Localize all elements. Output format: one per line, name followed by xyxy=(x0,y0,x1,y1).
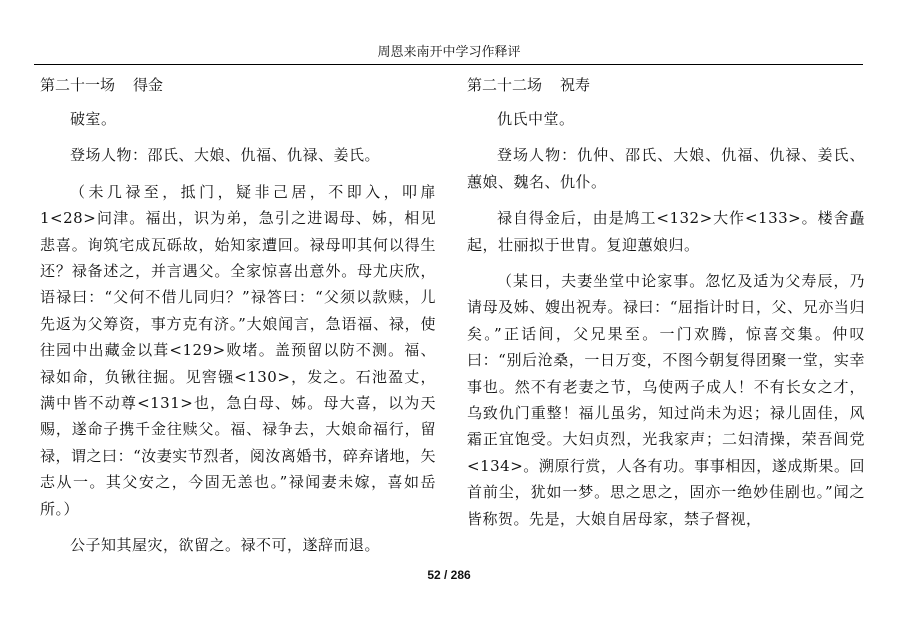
header-rule xyxy=(34,64,863,65)
right-column xyxy=(467,76,865,542)
paragraph: （某日，夫妻坐堂中论家事。忽忆及适为父寿辰，乃请母及姊、嫂出祝寿。禄曰：“屈指计时日，父、兄亦当归矣。”正话间，父兄果至。一门欢腾，惊喜交集。仲叹曰：“别后沧桑，一日万变，不图今朝复得团聚一堂，实幸事也。然不有老妻之节，乌使两子成人！不有长女之才，乌致仇门重整！福儿虽劣，知过尚未为迟；禄儿固佳，风霜正宜饱受。大妇贞烈，光我家声；二妇清操，荣吾闾党<134>。溯原行赏，人各有功。事事相因，遂成斯果。回首前尘，犹如一梦。思之思之，固亦一绝妙佳剧也。”闻之皆称贺。先是，大娘自居母家，禁子督视， xyxy=(467,272,865,528)
paragraph: 登场人物：仇仲、邵氏、大娘、仇福、仇禄、姜氏、蕙娘、魏名、仇仆。 xyxy=(467,146,865,191)
paragraph: 破室。 xyxy=(70,110,117,128)
scene-title-21 xyxy=(40,76,436,94)
scene-number: 第二十一场 xyxy=(40,76,116,94)
scene-name: 得金 xyxy=(133,76,164,94)
page-indicator: 52 / 286 xyxy=(427,568,471,582)
scene-number: 第二十二场 xyxy=(467,76,543,94)
paragraph: 禄自得金后，由是鸠工<132>大作<133>。楼舍矗起，壮丽拟于世胄。复迎蕙娘归。 xyxy=(467,209,865,254)
paragraph: 仇氏中堂。 xyxy=(497,110,575,128)
paragraph: 登场人物：邵氏、大娘、仇福、仇禄、姜氏。 xyxy=(70,146,381,165)
left-column xyxy=(40,76,436,569)
scene-title-22 xyxy=(467,76,865,94)
paragraph: （未几禄至，抵门，疑非己居，不即入，叩扉 1<28>问津。福出，识为弟，急引之进谒母、姊，相见悲喜。询筑宅成瓦砾故，始知家遭回。禄母叩其何以得生还？禄备述之，并言遇父。全家惊喜出意外。母尤庆欣，语禄曰：“父何不借儿同归？”禄答曰：“父须以款赎，儿先返为父筹资，事方克有济。”大娘闻言，急语福、禄，使往园中出藏金以葺<129>败堵。盖预留以防不测。福、禄如命，负锹往掘。见窖镪<130>，发之。石池盈丈，满中皆不动尊<131>也，急白母、姊。母大喜，以为天赐，遂命子携千金往赎父。福、禄争去，大娘命福行，留禄，谓之曰：“汝妻实节烈者，阅汝离婚书，碎弃诸地，矢志从一。其父安之，今固无恙也。”禄闻妻未嫁，喜如岳所。） xyxy=(40,182,436,518)
paragraph: 公子知其屋灾，欲留之。禄不可，遂辞而退。 xyxy=(70,536,381,555)
scene-name: 祝寿 xyxy=(560,76,591,94)
running-header: 周恩来南开中学习作释评 xyxy=(377,45,521,60)
